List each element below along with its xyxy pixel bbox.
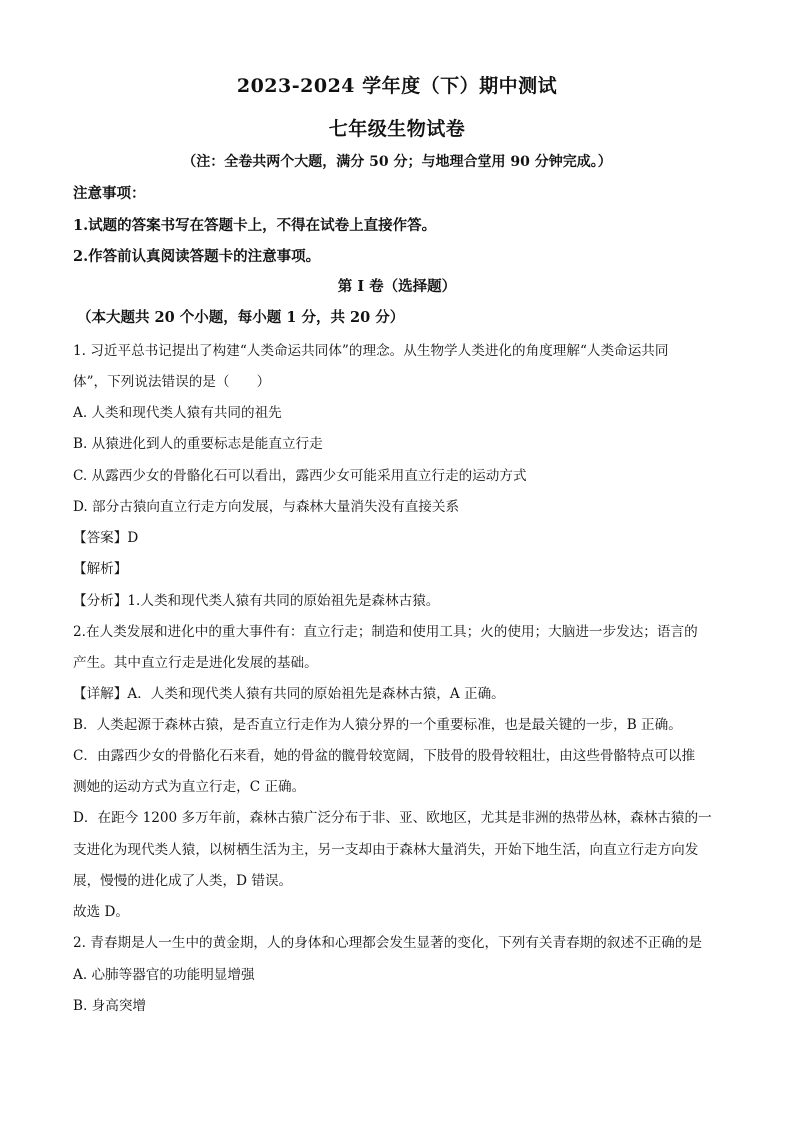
q1-stem-line2: 体”，下列说法错误的是（ ） xyxy=(73,374,271,390)
q2-option-b: B. 身高突增 xyxy=(73,998,147,1014)
exam-note: （注：全卷共两个大题，满分 50 分；与地理合堂用 90 分钟完成。） xyxy=(182,154,612,170)
exam-title: 2023-2024 学年度（下）期中测试 xyxy=(236,75,558,97)
q1-option-b: B. 从猿进化到人的重要标志是能直立行走 xyxy=(73,436,323,452)
q1-xiangjie-d3: 展，慢慢的进化成了人类，D 错误。 xyxy=(73,873,293,889)
q1-option-d: D. 部分古猿向直立行走方向发展，与森林大量消失没有直接关系 xyxy=(73,499,460,515)
q1-fenxi-1: 【分析】1.人类和现代类人猿有共同的原始祖先是森林古猿。 xyxy=(73,593,440,609)
q1-option-a: A. 人类和现代类人猿有共同的祖先 xyxy=(73,405,282,421)
q1-option-c: C. 从露西少女的骨骼化石可以看出，露西少女可能采用直立行走的运动方式 xyxy=(73,468,527,484)
q1-xiangjie-a: 【详解】A．人类和现代类人猿有共同的原始祖先是森林古猿，A 正确。 xyxy=(73,686,505,702)
notice-item-1: 1.试题的答案书写在答题卡上，不得在试卷上直接作答。 xyxy=(73,217,437,234)
q2-stem: 2. 青春期是人一生中的黄金期，人的身体和心理都会发生显著的变化，下列有关青春期的叙述不正确的是 xyxy=(73,935,703,951)
section-desc: （本大题共 20 个小题，每小题 1 分，共 20 分） xyxy=(77,309,405,326)
q1-answer: 【答案】D xyxy=(73,530,139,546)
q1-xiangjie-d2: 支进化为现代类人猿，以树栖生活为主，另一支却由于森林大量消失，开始下地生活，向直立行走方向发 xyxy=(73,842,699,858)
q1-fenxi-2a: 2.在人类发展和进化中的重大事件有：直立行走；制造和使用工具；火的使用；大脑进一步发达；语言的 xyxy=(73,624,698,640)
q1-fenxi-2b: 产生。其中直立行走是进化发展的基础。 xyxy=(73,655,318,671)
q1-conclusion: 故选 D。 xyxy=(73,904,130,920)
notice-heading: 注意事项： xyxy=(73,185,146,202)
section-title: 第 I 卷（选择题） xyxy=(337,278,457,295)
q1-xiangjie-b: B．人类起源于森林古猿，是否直立行走作为人猿分界的一个重要标准，也是最关键的一步，B 正确。 xyxy=(73,717,682,733)
q1-stem-line1: 1. 习近平总书记提出了构建“人类命运共同体”的理念。从生物学人类进化的角度理解“人类命运共同 xyxy=(73,343,669,359)
q1-xiangjie-c2: 测她的运动方式为直立行走，C 正确。 xyxy=(73,779,306,795)
q1-xiangjie-c1: C．由露西少女的骨骼化石来看，她的骨盆的髋骨较宽阔，下肢骨的股骨较粗壮，由这些骨骼特点可以推 xyxy=(73,748,696,764)
q1-analysis-label: 【解析】 xyxy=(73,561,128,577)
exam-subtitle: 七年级生物试卷 xyxy=(328,118,466,140)
q1-xiangjie-d1: D．在距今 1200 多万年前，森林古猿广泛分布于非、亚、欧地区，尤其是非洲的热带丛林，森林古猿的一 xyxy=(73,810,712,826)
q2-option-a: A. 心肺等器官的功能明显增强 xyxy=(73,967,255,983)
notice-item-2: 2.作答前认真阅读答题卡的注意事项。 xyxy=(73,248,321,265)
